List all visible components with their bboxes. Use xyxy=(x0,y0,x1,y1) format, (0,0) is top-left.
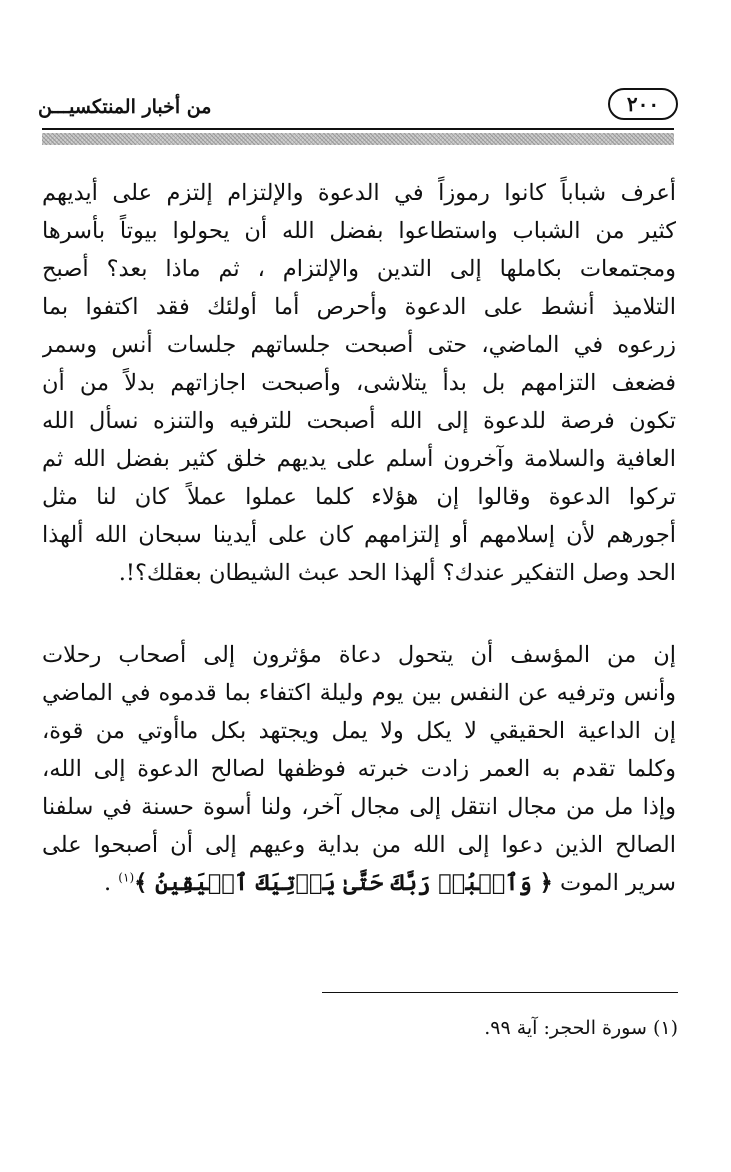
text-line: تكون فرصة للدعوة إلى الله أصبحت للترفيه والتنزه نسأل الله xyxy=(42,408,676,434)
footnote-reference[interactable]: (١) xyxy=(118,870,135,885)
text-line: أعرف شباباً كانوا رموزاً في الدعوة والإلتزام إلتزم على أيديهم xyxy=(42,180,676,206)
text-line: وأنس وترفيه عن النفس بين يوم وليلة اكتفاء بما قدموه في الماضي xyxy=(42,680,676,706)
text-line: فضعف التزامهم بل بدأ يتلاشى، وأصبحت اجازاتهم بدلاً من أن xyxy=(42,370,676,396)
footnote-rule xyxy=(322,992,678,993)
header-rule xyxy=(42,128,674,130)
text-line: تركوا الدعوة وقالوا إن هؤلاء كلما عملوا عملاً كان لنا مثل xyxy=(42,484,676,510)
footnote-number: (١) xyxy=(652,1017,678,1039)
header-decorative-band xyxy=(42,133,674,145)
text-line: ومجتمعات بكاملها إلى التدين والإلتزام ، ثم ماذا بعد؟ أصبح xyxy=(42,256,676,282)
text-line: إن الداعية الحقيقي لا يكل ولا يمل ويجتهد بكل ماأوتي من قوة، xyxy=(42,718,676,744)
page-number-badge xyxy=(608,88,678,120)
line-suffix: . xyxy=(103,870,112,896)
quran-verse: ﴿ وَٱعۡبُدۡ رَبَّكَ حَتَّىٰ يَأۡتِيَكَ ٱلۡيَقِينُ ﴾ xyxy=(134,870,553,896)
text-line: وإذا مل من مجال انتقل إلى مجال آخر، ولنا أسوة حسنة في سلفنا xyxy=(42,794,676,820)
footnote-text: سورة الحجر: آية ٩٩. xyxy=(484,1017,647,1039)
page-number: ٢٠٠ xyxy=(626,92,660,116)
paragraph-2 xyxy=(42,636,676,902)
text-line: إن من المؤسف أن يتحول دعاة مؤثرون إلى أصحاب رحلات xyxy=(42,642,676,668)
paragraph-1 xyxy=(42,174,676,592)
text-line: زرعوه في الماضي، حتى أصبحت جلساتهم جلسات أنس وسمر xyxy=(42,332,676,358)
running-title: من أخبار المنتكسيـــن xyxy=(38,96,212,118)
text-line: الصالح الذين دعوا إلى الله من بداية وعيهم إلى أن أصبحوا على xyxy=(42,832,676,858)
text-line: كثير من الشباب واستطاعوا بفضل الله أن يحولوا بيوتاً بأسرها xyxy=(42,218,676,244)
text-line: الحد وصل التفكير عندك؟ ألهذا الحد عبث الشيطان بعقلك؟!. xyxy=(118,560,676,586)
text-line: العافية والسلامة وآخرون أسلم على يديهم خلق كثير بفضل الله ثم xyxy=(42,446,676,472)
text-line-with-quran-verse xyxy=(42,864,676,902)
text-line: وكلما تقدم به العمر زادت خبرته فوظفها لصالح الدعوة إلى الله، xyxy=(42,756,676,782)
footnote xyxy=(320,1014,678,1042)
text-line: أجورهم لأن إسلامهم أو إلتزامهم كان على أيدينا سبحان الله ألهذا xyxy=(42,522,676,548)
line-prefix: سرير الموت xyxy=(559,870,676,896)
page-header xyxy=(38,88,678,126)
text-line: التلاميذ أنشط على الدعوة وأحرص أما أولئك فقد اكتفوا بما xyxy=(42,294,676,320)
